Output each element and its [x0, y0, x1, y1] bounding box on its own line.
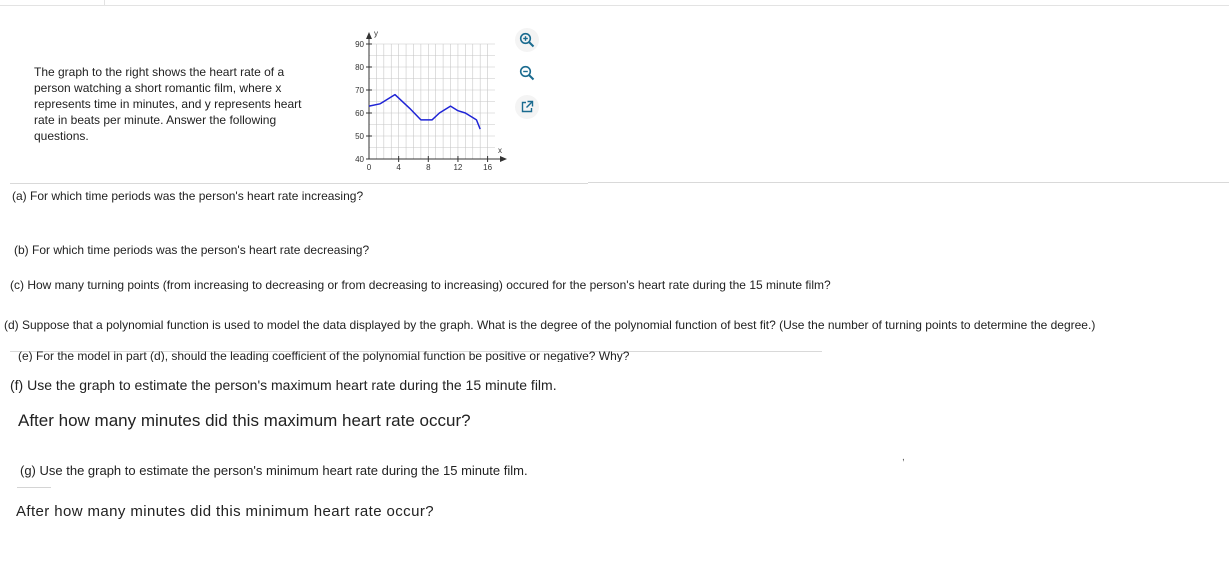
intro-line: rate in beats per minute. Answer the following	[34, 113, 277, 127]
question-e: (e) For the model in part (d), should the leading coefficient of the polynomial function be positive or negative? Why?	[18, 351, 630, 362]
question-a: (a) For which time periods was the person's heart rate increasing?	[12, 189, 364, 203]
x-tick-label: 0	[366, 163, 372, 172]
question-b: (b) For which time periods was the person's heart rate decreasing?	[14, 243, 370, 257]
intro-line: person watching a short romantic film, where x	[34, 81, 282, 95]
zoom-in-button[interactable]	[515, 28, 539, 52]
answer-placeholder-line	[17, 487, 51, 488]
stray-mark: ,	[902, 452, 905, 463]
zoom-out-icon	[519, 65, 535, 81]
intro-line: questions.	[34, 129, 89, 143]
x-tick-label: 4	[396, 163, 401, 172]
question-d: (d) Suppose that a polynomial function is used to model the data displayed by the graph. What is the degree of the polynomial function of best fit? (Use the number of turning points to determine the degree.)	[4, 318, 1096, 332]
zoom-out-button[interactable]	[515, 61, 539, 85]
divider	[588, 182, 1229, 183]
intro-line: The graph to the right shows the heart rate of a	[34, 65, 285, 79]
zoom-in-icon	[519, 32, 535, 48]
y-tick-label: 70	[355, 86, 364, 95]
y-tick-label: 80	[355, 63, 364, 72]
x-axis-arrow	[500, 156, 507, 162]
x-tick-label: 16	[483, 163, 493, 172]
x-axis-label: x	[498, 146, 502, 155]
intro-text	[34, 64, 334, 144]
y-tick-label: 50	[355, 132, 364, 141]
top-border-tick	[104, 0, 105, 5]
question-g: (g) Use the graph to estimate the person's minimum heart rate during the 15 minute film.	[20, 463, 528, 478]
y-axis-arrow	[366, 32, 372, 39]
intro-line: represents time in minutes, and y represents heart	[34, 97, 302, 111]
divider	[10, 183, 588, 184]
external-link-icon	[520, 100, 534, 114]
question-f: (f) Use the graph to estimate the person's maximum heart rate during the 15 minute film.	[10, 377, 557, 393]
question-c: (c) How many turning points (from increasing to decreasing or from decreasing to increasing) occured for the person's heart rate during the 15 minute film?	[10, 278, 831, 292]
x-tick-label: 12	[453, 163, 463, 172]
x-tick-label: 8	[426, 163, 431, 172]
question-g-followup: After how many minutes did this minimum heart rate occur?	[16, 503, 434, 520]
heart-rate-graph	[338, 26, 518, 178]
question-f-followup: After how many minutes did this maximum heart rate occur?	[18, 411, 471, 430]
y-tick-label: 60	[355, 109, 364, 118]
top-border	[0, 5, 1229, 6]
y-tick-label: 90	[355, 40, 364, 49]
heart-rate-line	[369, 95, 480, 130]
y-tick-label: 40	[355, 155, 364, 164]
popout-button[interactable]	[515, 95, 539, 119]
y-axis-label: y	[374, 29, 378, 38]
